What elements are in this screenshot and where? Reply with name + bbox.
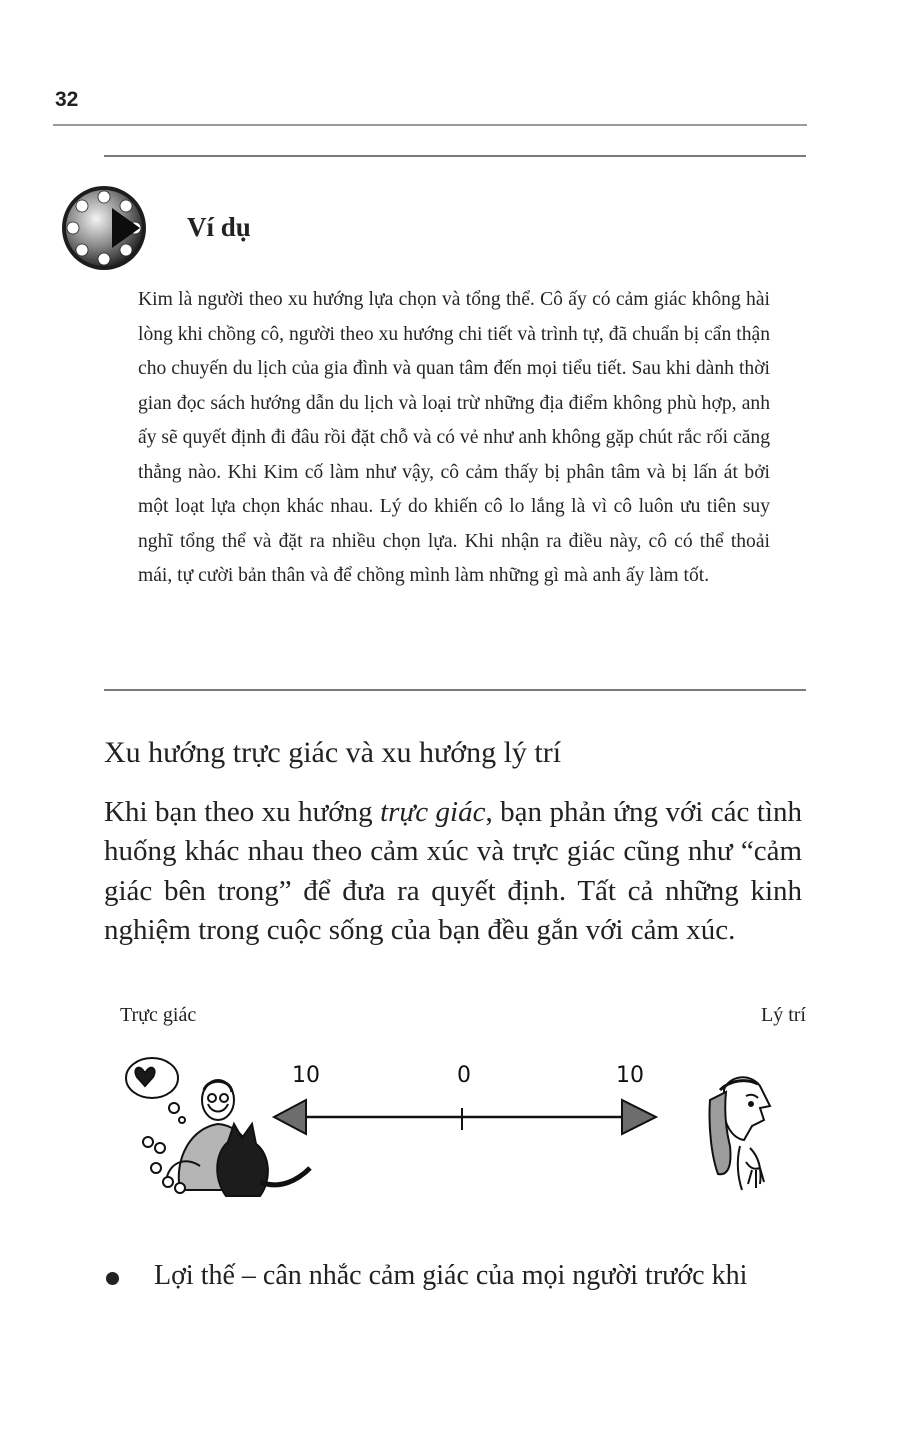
film-reel-play-icon [60, 184, 148, 272]
intro-emphasis: trực giác [380, 796, 486, 828]
intuition-reason-scale [110, 1050, 810, 1210]
intro-text-before: Khi bạn theo xu hướng [104, 796, 381, 828]
example-body: Kim là người theo xu hướng lựa chọn và tổng thể. Cô ấy có cảm giác không hài lòng khi chồng cô, người theo xu hướng chi tiết và trình tự, đã chuẩn bị cẩn thận cho chuyến du lịch của gia đình và quan tâm đến mọi tiểu tiết. Sau khi dành thời gian đọc sách hướng dẫn du lịch và loại trừ những địa điểm không phù hợp, anh ấy sẽ quyết định đi đâu rồi đặt chỗ và có vẻ như anh không gặp chút rắc rối căng thẳng nào. Khi Kim cố làm như vậy, cô cảm thấy bị phân tâm và bị lấn át bởi một loạt lựa chọn khác nhau. Lý do khiến cô lo lắng là vì cô luôn ưu tiên suy nghĩ tổng thể và đặt ra nhiều chọn lựa. Khi nhận ra điều này, cô có thể thoải mái, tự cười bản thân và để chồng mình làm những gì mà anh ấy làm tốt. [138, 289, 770, 586]
intro-paragraph [104, 793, 802, 951]
bullet-text: Lợi thế – cân nhắc cảm giác của mọi người trước khi [154, 1260, 748, 1291]
section-title: Xu hướng trực giác và xu hướng lý trí [104, 736, 562, 769]
scale-arrow [274, 1100, 656, 1134]
thinking-woman-icon [709, 1077, 770, 1190]
scale-left-value: 10 [292, 1063, 320, 1088]
bullet-icon [106, 1272, 119, 1285]
intro-text-after: , bạn phản ứng với các tình huống khác nhau theo cảm xúc và trực giác cũng như “cảm giác bên trong” để đưa ra quyết định. Tất cả những kinh nghiệm trong cuộc sống của bạn đều gắn với cảm xúc. [104, 796, 802, 947]
scale-center-value: 0 [457, 1063, 471, 1088]
header-rule [53, 124, 807, 126]
example-heading: Ví dụ [187, 212, 251, 242]
scale-right-value: 10 [616, 1063, 644, 1088]
scale-right-label: Lý trí [761, 1004, 806, 1026]
page-number: 32 [55, 88, 79, 111]
example-box-top-rule [104, 155, 806, 157]
scale-left-label: Trực giác [120, 1004, 197, 1026]
example-box-bottom-rule [104, 689, 806, 691]
person-hugging-cat-icon [126, 1058, 310, 1196]
